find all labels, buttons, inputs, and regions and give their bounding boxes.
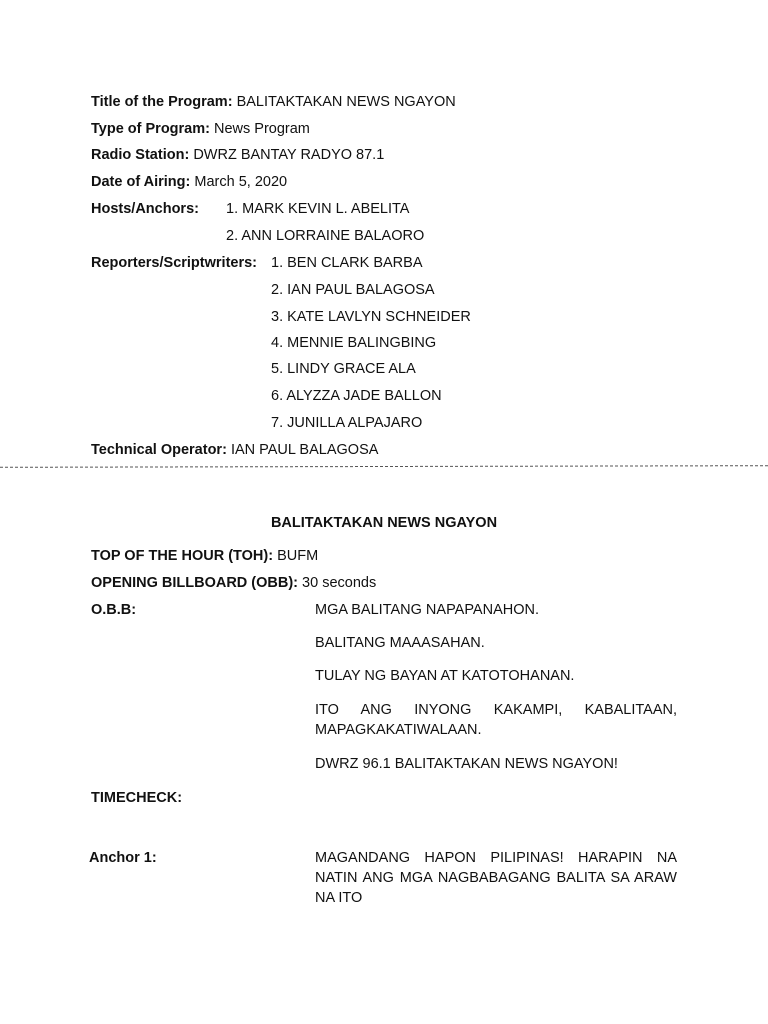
- reporter-name: 2. IAN PAUL BALAGOSA: [271, 282, 435, 298]
- reporter-name: 3. KATE LAVLYN SCHNEIDER: [271, 309, 471, 325]
- obb-duration-value: 30 seconds: [302, 575, 377, 591]
- host-name: 1. MARK KEVIN L. ABELITA: [226, 201, 410, 217]
- reporter-name: 7. JUNILLA ALPAJARO: [271, 415, 423, 431]
- obb-line: MGA BALITANG NAPAPANAHON.: [315, 602, 539, 618]
- obb-line: DWRZ 96.1 BALITAKTAKAN NEWS NGAYON!: [315, 756, 618, 772]
- toh-value: BUFM: [277, 548, 319, 564]
- reporter-name: 5. LINDY GRACE ALA: [271, 361, 416, 377]
- program-title-value: BALITAKTAKAN NEWS NGAYON: [236, 94, 456, 110]
- program-title-label: Title of the Program:: [91, 94, 233, 110]
- obb-duration-label: OPENING BILLBOARD (OBB):: [91, 575, 299, 591]
- timecheck-label: TIMECHECK:: [91, 790, 183, 806]
- host-name: 2. ANN LORRAINE BALAORO: [226, 228, 425, 244]
- date-of-airing-label: Date of Airing:: [91, 174, 191, 190]
- reporters-label: Reporters/Scriptwriters:: [91, 255, 257, 271]
- radio-station-value: DWRZ BANTAY RADYO 87.1: [193, 147, 385, 163]
- obb-line: BALITANG MAAASAHAN.: [315, 635, 485, 651]
- technical-operator-label: Technical Operator:: [91, 442, 227, 458]
- toh-label: TOP OF THE HOUR (TOH):: [91, 548, 274, 564]
- reporter-name: 4. MENNIE BALINGBING: [271, 335, 437, 351]
- dashed-divider: [0, 465, 768, 468]
- hosts-label: Hosts/Anchors:: [91, 201, 199, 217]
- anchor1-label: Anchor 1:: [89, 850, 157, 866]
- technical-operator-row: [91, 441, 378, 459]
- obb-duration-row: [91, 574, 376, 592]
- radio-station-label: Radio Station:: [91, 147, 190, 163]
- reporter-name: 6. ALYZZA JADE BALLON: [271, 388, 442, 404]
- program-type-value: News Program: [214, 121, 310, 137]
- toh-row: [91, 547, 318, 565]
- reporter-name: 1. BEN CLARK BARBA: [271, 255, 423, 271]
- date-of-airing-row: [91, 173, 287, 191]
- date-of-airing-value: March 5, 2020: [194, 174, 288, 190]
- obb-line: ITO ANG INYONG KAKAMPI, KABALITAAN, MAPAGKAKATIWALAAN.: [315, 702, 677, 738]
- program-type-label: Type of Program:: [91, 121, 210, 137]
- program-type-row: [91, 120, 310, 138]
- program-title-row: [91, 93, 456, 111]
- obb-line: TULAY NG BAYAN AT KATOTOHANAN.: [315, 668, 575, 684]
- obb-label: O.B.B:: [91, 602, 137, 618]
- anchor1-text: MAGANDANG HAPON PILIPINAS! HARAPIN NA NATIN ANG MGA NAGBABAGANG BALITA SA ARAW NA ITO: [315, 850, 677, 906]
- script-heading: BALITAKTAKAN NEWS NGAYON: [270, 515, 498, 531]
- technical-operator-value: IAN PAUL BALAGOSA: [230, 442, 379, 458]
- radio-station-row: [91, 146, 384, 164]
